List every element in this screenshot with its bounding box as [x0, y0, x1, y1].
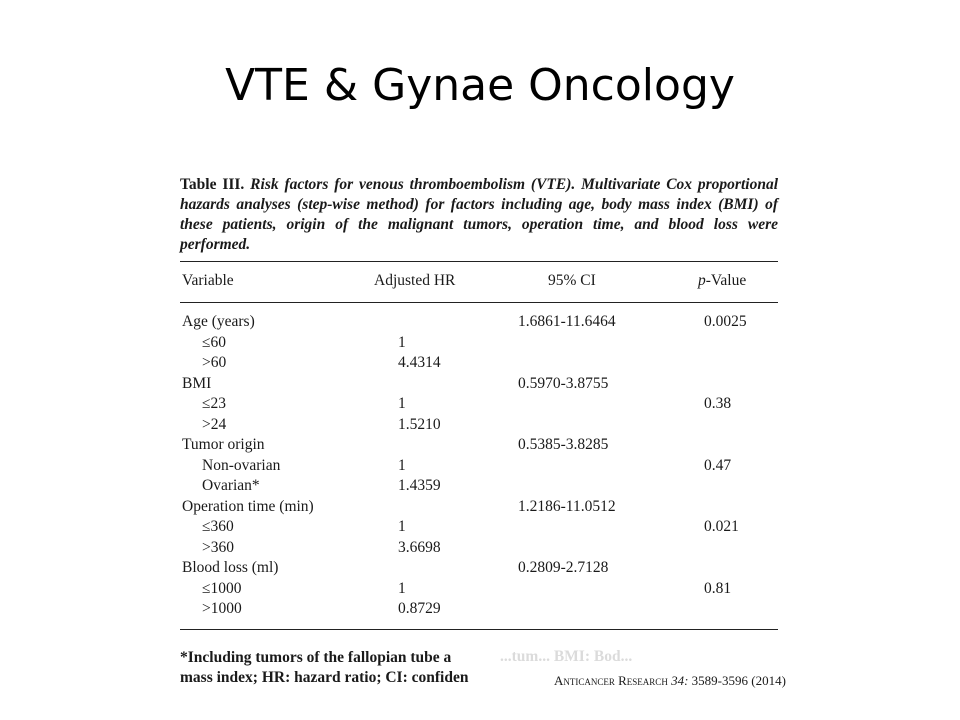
column-header-ci: 95% CI [548, 272, 596, 289]
caption-text: Risk factors for venous thromboembolism (VTE). Multivariate Cox proportional hazards analyses (step-wise method) for factors including age, body mass index (BMI) of these patients, origin of the malignant tumors, operation time, and blood loss were performed. [180, 176, 778, 253]
citation-volume: 34: [671, 673, 689, 688]
cell-variable: >24 [202, 415, 227, 433]
citation-journal: Anticancer Research [554, 673, 668, 688]
cell-ci: 0.5970-3.8755 [518, 374, 609, 392]
table-row [180, 313, 778, 334]
table-row [180, 334, 778, 355]
cell-adjusted-hr: 1 [398, 518, 406, 535]
cell-variable: BMI [182, 374, 212, 392]
table-row [180, 539, 778, 560]
cell-variable: Ovarian* [202, 477, 260, 494]
table-row [180, 518, 778, 539]
table-row [180, 375, 778, 396]
table-row [180, 600, 778, 621]
citation [550, 671, 790, 691]
cell-variable: ≤1000 [202, 579, 242, 597]
cell-variable: >1000 [202, 600, 242, 617]
cell-variable: Age (years) [182, 313, 255, 330]
cell-variable: ≤60 [202, 333, 227, 351]
table-row [180, 395, 778, 416]
cell-p-value: 0.38 [704, 395, 732, 412]
cell-p-value: 0.47 [704, 456, 732, 474]
cell-p-value: 0.0025 [704, 313, 747, 330]
table-row [180, 477, 778, 498]
footnote-faded-text: ...tum... BMI: Bod... [500, 648, 633, 665]
cell-p-value: 0.81 [704, 579, 732, 597]
cell-variable: >60 [202, 354, 227, 371]
cell-variable: Blood loss (ml) [182, 559, 279, 576]
cell-ci: 1.6861-11.6464 [518, 313, 616, 330]
cell-adjusted-hr: 1.4359 [398, 477, 441, 494]
table-figure [180, 175, 778, 630]
table-caption [180, 175, 778, 255]
column-header-variable: Variable [182, 272, 234, 289]
column-header-p-value: p-Value [698, 272, 747, 289]
cell-ci: 1.2186-11.0512 [518, 497, 616, 515]
cell-adjusted-hr: 1 [398, 333, 406, 351]
column-header-adjusted-hr: Adjusted HR [374, 272, 456, 289]
cell-adjusted-hr: 1.5210 [398, 415, 441, 433]
table-row [180, 580, 778, 601]
table-row [180, 354, 778, 375]
cell-ci: 0.5385-3.8285 [518, 436, 609, 453]
cell-adjusted-hr: 3.6698 [398, 538, 441, 556]
table-row [180, 436, 778, 457]
cell-variable: Operation time (min) [182, 497, 314, 515]
table-bottom-rule [180, 629, 778, 630]
p-letter: p [698, 272, 706, 289]
table-row [180, 559, 778, 580]
table-header [180, 262, 778, 302]
cell-variable: ≤23 [202, 395, 227, 412]
cell-variable: Tumor origin [182, 436, 265, 453]
footnote-line-1: *Including tumors of the fallopian tube a [180, 649, 452, 666]
cell-adjusted-hr: 4.4314 [398, 354, 441, 371]
cell-variable: ≤360 [202, 518, 234, 535]
table-body [180, 303, 778, 629]
cell-adjusted-hr: 1 [398, 579, 406, 597]
cell-p-value: 0.021 [704, 518, 739, 535]
cell-variable: >360 [202, 538, 234, 556]
cell-ci: 0.2809-2.7128 [518, 559, 609, 576]
table-row [180, 416, 778, 437]
cell-adjusted-hr: 1 [398, 456, 406, 474]
slide-title: VTE & Gynae Oncology [225, 60, 735, 111]
cell-adjusted-hr: 1 [398, 395, 406, 412]
cell-adjusted-hr: 0.8729 [398, 600, 441, 617]
citation-pages: 3589-3596 (2014) [691, 673, 786, 688]
table-row [180, 498, 778, 519]
footnote-line-2: mass index; HR: hazard ratio; CI: confiden [180, 669, 469, 686]
cell-variable: Non-ovarian [202, 456, 281, 474]
table-row [180, 457, 778, 478]
caption-label: Table III. [180, 176, 245, 193]
